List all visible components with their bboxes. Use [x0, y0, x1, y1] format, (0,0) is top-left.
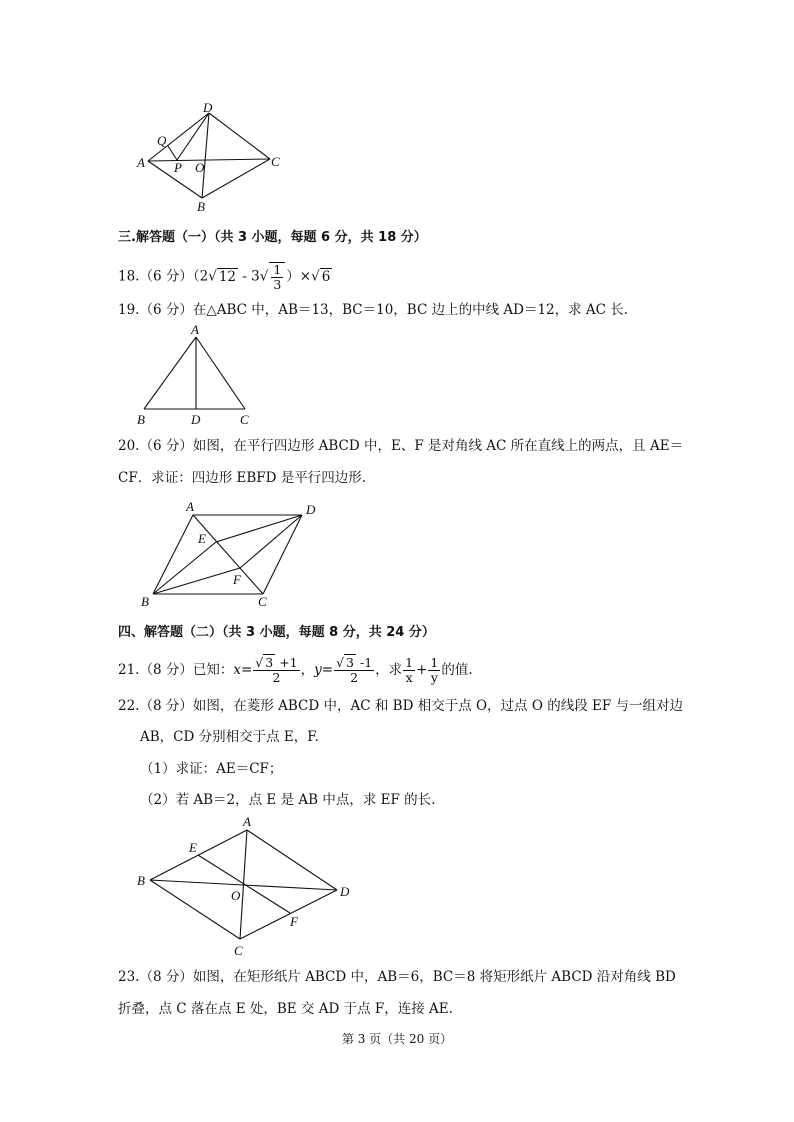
section-3-heading: 三.解答题（一）（共 3 小题，每题 6 分，共 18 分） [118, 230, 427, 245]
q21-f1-num: 1 [405, 655, 414, 670]
label-b: B [137, 873, 145, 888]
segment-dp [177, 113, 209, 160]
figure-q17 [130, 100, 300, 215]
label-b: B [197, 199, 205, 214]
edge-dc [209, 113, 270, 159]
label-e: E [189, 840, 197, 855]
label-d: D [191, 412, 201, 427]
label-b: B [137, 412, 145, 427]
segment-ed [216, 515, 302, 542]
question-22-line-2: AB，CD 分别相交于点 E，F. [140, 729, 319, 745]
q21-f1-den: x [405, 670, 413, 685]
question-22-line-1: 22.（8 分）如图，在菱形 ABCD 中，AC 和 BD 相交于点 O，过点 O 的线段 EF 与一组对边 [118, 698, 684, 714]
question-20-line-1: 20.（6 分）如图，在平行四边形 ABCD 中，E、F 是对角线 AC 所在直线上的两点，且 AE＝ [118, 438, 684, 454]
figure-q19 [130, 320, 260, 430]
question-23-line-2: 折叠，点 C 落在点 E 处，BE 交 AD 于点 F，连接 AE. [118, 1001, 453, 1017]
q18-prefix: 18.（6 分）（2 [118, 268, 209, 285]
edge-ba [153, 515, 193, 594]
edge-ac [196, 337, 245, 409]
q21-ask: ，求 [375, 662, 403, 678]
label-a: A [243, 814, 251, 829]
q18-fraction [269, 262, 285, 292]
label-f: F [290, 914, 298, 929]
question-19: 19.（6 分）在△ABC 中，AB＝13，BC＝10，BC 边上的中线 AD＝12，求 AC 长. [118, 302, 629, 318]
q18-frac-den: 3 [273, 277, 282, 292]
label-c: C [258, 594, 267, 609]
label-c: C [271, 154, 280, 169]
q21-y-fraction: $\frac{√ 3 -1}{2}$ [336, 655, 373, 685]
edge-ab [144, 337, 196, 409]
label-d: D [203, 100, 213, 115]
q18-radicand-2: 6 [321, 268, 331, 285]
label-o: O [231, 888, 241, 903]
label-a: A [186, 499, 194, 514]
question-18: 18.（6 分）（2√ 12 - 3√ $\frac{1}{3}$ ）×√ 6 [118, 262, 331, 292]
q18-frac-num: 1 [273, 262, 282, 277]
edge-cb [150, 880, 240, 939]
q21-y-den: 2 [350, 670, 359, 685]
diagonal-ac [193, 515, 263, 594]
label-f: F [233, 572, 241, 587]
label-c: C [240, 412, 249, 427]
q21-comma: ， [300, 662, 315, 678]
segment-fd [240, 515, 302, 568]
question-20-line-2: CF．求证：四边形 EBFD 是平行四边形. [118, 470, 367, 486]
label-q: Q [157, 133, 167, 148]
q21-x-fraction: $\frac{√ 3 +1}{2}$ [255, 655, 298, 685]
q21-y-var: y [314, 662, 322, 678]
label-o: O [195, 160, 205, 175]
diagonal-ac [148, 159, 270, 161]
label-d: D [306, 502, 316, 517]
q21-x-var: x [233, 662, 241, 678]
q21-eq-2: = [321, 662, 334, 678]
q21-plus: + [416, 662, 428, 678]
q21-frac-1-over-y [428, 656, 440, 685]
label-e: E [198, 531, 206, 546]
segment-be [153, 542, 216, 594]
edge-cb [202, 159, 270, 198]
page-footer: 第 3 页（共 20 页） [341, 1032, 453, 1046]
q21-eq-1: = [240, 662, 253, 678]
segment-bf [153, 568, 240, 594]
label-c: C [234, 943, 243, 958]
q21-f2-num: 1 [430, 655, 439, 670]
label-d: D [340, 884, 350, 899]
q21-y-num-tail: -1 [356, 655, 373, 670]
edge-dc [240, 890, 337, 939]
segment-qp [168, 146, 177, 160]
question-22-part-1: （1）求证：AE＝CF； [140, 761, 283, 777]
q21-x-den: 2 [272, 670, 281, 685]
q18-mid: - 3 [238, 268, 260, 285]
q21-frac-1-over-x [403, 656, 415, 685]
q18-suffix: ）× [286, 268, 312, 285]
label-a: A [191, 322, 199, 337]
q21-y-radicand: 3 [346, 655, 354, 670]
label-b: B [141, 594, 149, 609]
segment-ef [198, 855, 290, 913]
question-23-line-1: 23.（8 分）如图，在矩形纸片 ABCD 中，AB＝6，BC＝8 将矩形纸片 ABCD 沿对角线 BD [118, 969, 676, 985]
section-4-heading: 四、解答题（二）（共 3 小题，每题 8 分，共 24 分） [118, 625, 435, 640]
label-p: P [174, 160, 182, 175]
q18-radicand-1: 12 [218, 268, 236, 285]
label-a: A [137, 155, 145, 170]
question-22-part-2: （2）若 AB＝2，点 E 是 AB 中点，求 EF 的长. [140, 792, 436, 808]
question-21 [118, 656, 473, 685]
figure-q22 [130, 812, 360, 960]
q21-suffix: 的值. [441, 662, 473, 678]
q21-x-radicand: 3 [265, 655, 274, 670]
figure-q20 [136, 498, 336, 613]
edge-dc [263, 515, 302, 594]
edge-ad [247, 830, 337, 890]
diagonal-db [202, 113, 209, 198]
q21-x-num-tail: +1 [275, 655, 298, 670]
q21-prefix: 21.（8 分）已知： [118, 662, 234, 678]
q21-f2-den: y [430, 670, 438, 685]
